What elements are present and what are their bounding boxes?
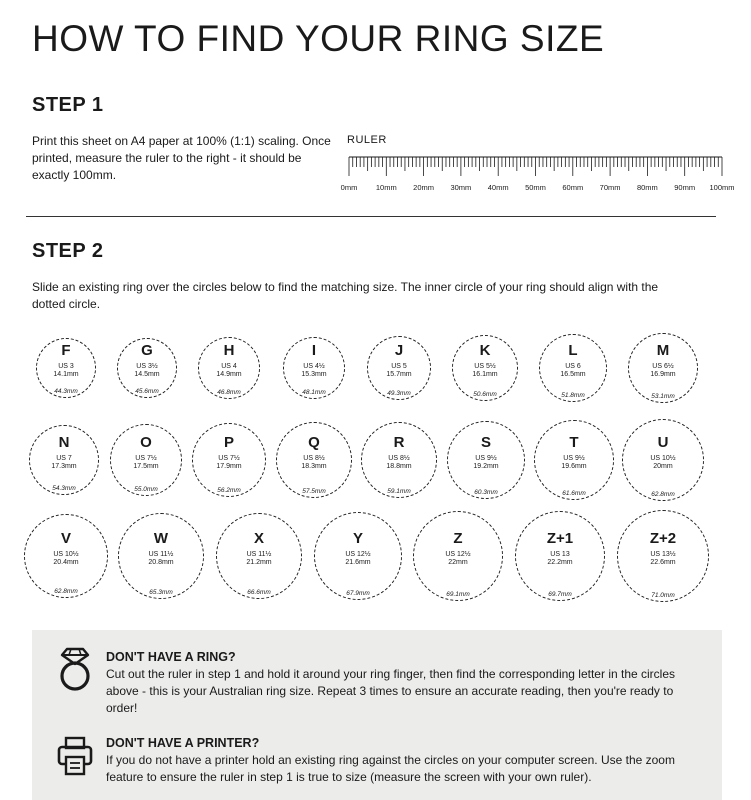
ring-size-diameter: 21.6mm xyxy=(345,559,371,566)
no-printer-text: If you do not have a printer hold an existing ring against the circles on your computer screen. Use the zoom feature to ensure the ruler in step 1 is true to size (measure the screen with your own ruler). xyxy=(106,753,675,784)
ruler-tick-label: 100mm xyxy=(709,183,735,192)
ring-size-circumference: 54.3mm xyxy=(52,485,76,492)
ring-icon xyxy=(56,646,94,692)
ring-size-letter: Z xyxy=(453,530,463,547)
ruler-tick-label: 80mm xyxy=(636,183,658,192)
section-divider xyxy=(26,216,716,217)
ring-size-us: US 10½ xyxy=(53,551,79,558)
ring-size-us: US 9½ xyxy=(563,455,585,462)
ring-size-us: US 9½ xyxy=(475,455,497,462)
ring-size-diameter: 22.6mm xyxy=(650,559,676,566)
ruler xyxy=(340,152,744,198)
no-ring-text: Cut out the ruler in step 1 and hold it around your ring finger, then find the corresponding letter in the circles above - this is your Australian ring size. Repeat 3 times to ensure an accurate reading, then you're ready to order! xyxy=(106,667,676,715)
ring-size-us: US 5 xyxy=(391,363,407,370)
step2-instructions: Slide an existing ring over the circles below to find the matching size. The inner circle of your ring should align with the dotted circle. xyxy=(32,280,659,311)
ring-size-diameter: 20.4mm xyxy=(53,559,79,566)
ring-size-circumference: 62.8mm xyxy=(54,588,78,595)
printer-icon xyxy=(56,736,94,776)
ring-size-us: US 7 xyxy=(56,455,72,462)
ring-size-letter: K xyxy=(479,342,491,359)
ring-size-circumference: 69.1mm xyxy=(446,591,470,598)
ring-size-us: US 13 xyxy=(550,551,570,558)
ruler-tick-label: 20mm xyxy=(413,183,435,192)
ring-size-us: US 8½ xyxy=(388,455,410,462)
ring-size-letter: V xyxy=(60,530,72,547)
ring-size-letter: Z+2 xyxy=(649,530,677,547)
ring-size-diameter: 20.8mm xyxy=(148,559,174,566)
ring-size-letter: G xyxy=(141,342,153,359)
ruler-tick-label: 40mm xyxy=(487,183,509,192)
ring-size-circumference: 60.3mm xyxy=(474,489,498,496)
ring-size-circumference: 51.8mm xyxy=(561,392,585,399)
ring-size-circumference: 69.7mm xyxy=(548,591,572,598)
ring-size-circumference: 53.1mm xyxy=(651,393,675,400)
ring-size-circumference: 56.2mm xyxy=(217,487,241,494)
ring-size-diameter: 14.1mm xyxy=(53,371,79,378)
ruler-tick-label: 50mm xyxy=(525,183,546,192)
ring-size-circumference: 62.8mm xyxy=(651,491,675,498)
ring-size-us: US 3½ xyxy=(136,363,158,370)
ring-size-us: US 4½ xyxy=(303,363,325,370)
ring-size-letter: X xyxy=(253,530,265,547)
ring-size-diameter: 22.2mm xyxy=(547,559,573,566)
ring-size-letter: T xyxy=(569,434,579,451)
ring-size-letter: I xyxy=(311,342,317,359)
ruler-tick-label: 70mm xyxy=(599,183,621,192)
page-title: HOW TO FIND YOUR RING SIZE xyxy=(32,18,605,59)
ruler-tick-label: 10mm xyxy=(375,183,397,192)
ring-size-circumference: 45.6mm xyxy=(135,388,159,395)
ring-size-circumference: 48.1mm xyxy=(302,389,326,396)
ring-size-us: US 12½ xyxy=(445,551,471,558)
ruler-label: RULER xyxy=(347,134,387,146)
ring-size-us: US 5½ xyxy=(474,363,496,370)
ring-size-circumference: 66.6mm xyxy=(247,589,271,596)
ring-size-letter: P xyxy=(223,434,235,451)
ring-size-circumference: 57.5mm xyxy=(302,488,326,495)
ring-size-us: US 3 xyxy=(58,363,74,370)
ring-size-circumference: 46.8mm xyxy=(217,389,241,396)
ring-size-diameter: 14.9mm xyxy=(216,371,242,378)
ring-size-letter: N xyxy=(58,434,70,451)
ring-size-us: US 7½ xyxy=(135,455,157,462)
ring-size-letter: U xyxy=(657,434,669,451)
ring-size-diameter: 20mm xyxy=(653,463,673,470)
ring-size-us: US 10½ xyxy=(650,455,676,462)
ring-size-circumference: 65.3mm xyxy=(149,589,173,596)
ring-size-diameter: 15.3mm xyxy=(301,371,327,378)
ring-size-diameter: 17.3mm xyxy=(51,463,77,470)
ring-size-diameter: 19.2mm xyxy=(473,463,499,470)
ring-size-us: US 12½ xyxy=(345,551,371,558)
ring-size-us: US 11½ xyxy=(246,551,272,558)
ring-size-diameter: 14.5mm xyxy=(134,371,160,378)
ring-size-circumference: 49.3mm xyxy=(387,390,411,397)
ring-size-letter: Z+1 xyxy=(546,530,574,547)
ring-size-circumference: 67.9mm xyxy=(346,590,370,597)
step2-heading: STEP 2 xyxy=(32,240,104,262)
ring-size-letter: M xyxy=(656,342,670,359)
ring-size-circumference: 61.6mm xyxy=(562,490,586,497)
step1-instructions: Print this sheet on A4 paper at 100% (1:1) scaling. Once printed, measure the ruler to the right - it should be exactly 100mm. xyxy=(32,134,331,182)
ring-size-circumference: 55.0mm xyxy=(134,486,158,493)
ring-size-diameter: 16.1mm xyxy=(472,371,498,378)
ring-size-us: US 8½ xyxy=(303,455,325,462)
ring-size-diameter: 22mm xyxy=(448,559,468,566)
tips-panel xyxy=(32,630,722,800)
ring-size-diameter: 19.6mm xyxy=(561,463,587,470)
ring-size-us: US 4 xyxy=(221,363,237,370)
ring-size-letter: W xyxy=(153,530,169,547)
ring-size-letter: R xyxy=(393,434,405,451)
ring-size-letter: Y xyxy=(352,530,364,547)
ring-size-diameter: 16.9mm xyxy=(650,371,676,378)
step1-heading: STEP 1 xyxy=(32,94,104,116)
ring-size-us: US 6½ xyxy=(652,363,674,370)
ring-size-circumference: 44.3mm xyxy=(54,388,78,395)
ring-size-letter: J xyxy=(394,342,404,359)
ring-size-diameter: 18.8mm xyxy=(386,463,412,470)
ruler-tick-label: 0mm xyxy=(340,183,358,192)
ruler-tick-label: 60mm xyxy=(562,183,584,192)
ring-size-letter: Q xyxy=(308,434,320,451)
ring-size-us: US 13½ xyxy=(650,551,676,558)
ring-size-us: US 7½ xyxy=(218,455,240,462)
no-printer-heading: DON'T HAVE A PRINTER? xyxy=(106,736,260,750)
ring-size-letter: O xyxy=(140,434,152,451)
ring-size-circumference: 50.6mm xyxy=(473,391,497,398)
ring-size-letter: L xyxy=(568,342,578,359)
ring-size-us: US 6 xyxy=(565,363,581,370)
ring-size-diameter: 17.9mm xyxy=(216,463,242,470)
ring-size-diameter: 17.5mm xyxy=(133,463,159,470)
ring-size-diameter: 18.3mm xyxy=(301,463,327,470)
ring-size-circumference: 71.0mm xyxy=(651,592,675,599)
ring-size-letter: F xyxy=(61,342,71,359)
ring-size-diameter: 16.5mm xyxy=(560,371,586,378)
ruler-tick-label: 30mm xyxy=(450,183,472,192)
ruler-tick-label: 90mm xyxy=(674,183,696,192)
no-ring-heading: DON'T HAVE A RING? xyxy=(106,650,236,664)
ring-size-letter: S xyxy=(480,434,492,451)
ring-size-circumference: 59.1mm xyxy=(387,488,411,495)
ring-size-diameter: 15.7mm xyxy=(386,371,412,378)
ring-size-diameter: 21.2mm xyxy=(246,559,272,566)
ring-size-letter: H xyxy=(223,342,235,359)
ring-size-us: US 11½ xyxy=(148,551,174,558)
